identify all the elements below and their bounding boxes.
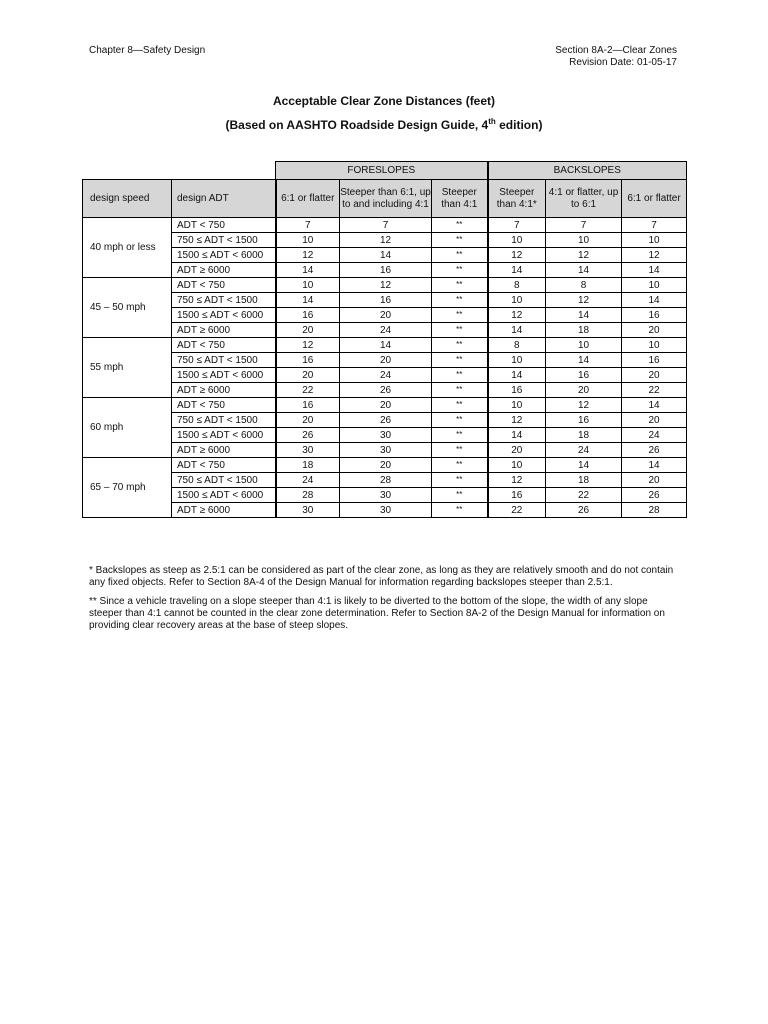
- clear-zone-value-cell: **: [432, 293, 488, 308]
- clear-zone-value-cell: **: [432, 353, 488, 368]
- clear-zone-value-cell: 20: [340, 308, 432, 323]
- subtitle-text-end: edition): [495, 118, 543, 132]
- header-blank: [83, 162, 276, 180]
- clear-zone-value-cell: **: [432, 458, 488, 473]
- clear-zone-value-cell: 8: [488, 278, 546, 293]
- clear-zone-value-cell: 30: [276, 503, 340, 518]
- clear-zone-value-cell: 12: [622, 248, 687, 263]
- clear-zone-value-cell: **: [432, 413, 488, 428]
- clear-zone-value-cell: 12: [546, 248, 622, 263]
- clear-zone-value-cell: 10: [546, 233, 622, 248]
- clear-zone-value-cell: 24: [622, 428, 687, 443]
- design-adt-cell: 1500 ≤ ADT < 6000: [172, 428, 276, 443]
- clear-zone-table: [82, 161, 687, 518]
- clear-zone-value-cell: **: [432, 383, 488, 398]
- chapter-header: Chapter 8—Safety Design: [89, 45, 206, 56]
- page-title: Acceptable Clear Zone Distances (feet): [272, 94, 496, 108]
- table-row: [83, 248, 687, 263]
- clear-zone-value-cell: 26: [340, 383, 432, 398]
- clear-zone-value-cell: 7: [488, 218, 546, 233]
- table-row: [83, 458, 687, 473]
- clear-zone-value-cell: 10: [488, 353, 546, 368]
- clear-zone-value-cell: 20: [276, 323, 340, 338]
- table-row: [83, 218, 687, 233]
- clear-zone-value-cell: 7: [546, 218, 622, 233]
- col-header-design-adt: design ADT: [172, 180, 276, 218]
- table-row: [83, 413, 687, 428]
- clear-zone-value-cell: 14: [622, 458, 687, 473]
- clear-zone-value-cell: 16: [340, 263, 432, 278]
- clear-zone-value-cell: 16: [276, 353, 340, 368]
- clear-zone-value-cell: **: [432, 338, 488, 353]
- clear-zone-value-cell: 16: [340, 293, 432, 308]
- design-speed-cell: 40 mph or less: [83, 218, 172, 278]
- clear-zone-value-cell: 30: [276, 443, 340, 458]
- clear-zone-value-cell: 12: [276, 248, 340, 263]
- table-row: [83, 338, 687, 353]
- clear-zone-value-cell: 14: [622, 293, 687, 308]
- clear-zone-value-cell: **: [432, 368, 488, 383]
- design-adt-cell: ADT ≥ 6000: [172, 383, 276, 398]
- clear-zone-value-cell: 14: [546, 458, 622, 473]
- clear-zone-value-cell: 20: [622, 368, 687, 383]
- clear-zone-value-cell: 16: [622, 308, 687, 323]
- clear-zone-value-cell: 14: [546, 353, 622, 368]
- clear-zone-value-cell: 16: [488, 383, 546, 398]
- table-row: [83, 353, 687, 368]
- clear-zone-value-cell: 24: [546, 443, 622, 458]
- clear-zone-value-cell: 12: [340, 278, 432, 293]
- clear-zone-value-cell: 30: [340, 503, 432, 518]
- table-row: [83, 368, 687, 383]
- clear-zone-value-cell: 12: [488, 248, 546, 263]
- table-row: [83, 398, 687, 413]
- clear-zone-value-cell: 20: [340, 398, 432, 413]
- design-adt-cell: 750 ≤ ADT < 1500: [172, 353, 276, 368]
- clear-zone-value-cell: **: [432, 488, 488, 503]
- clear-zone-value-cell: 18: [546, 428, 622, 443]
- table-row: [83, 428, 687, 443]
- clear-zone-value-cell: 10: [276, 278, 340, 293]
- clear-zone-value-cell: 20: [622, 323, 687, 338]
- clear-zone-value-cell: 24: [340, 368, 432, 383]
- footnote-backslopes: * Backslopes as steep as 2.5:1 can be considered as part of the clear zone, as long as they are relatively smooth and do not contain any fixed objects. Refer to Section 8A-4 of the Design Manual for information regarding backslopes steeper than 2.5:1.: [89, 565, 674, 588]
- clear-zone-value-cell: 26: [276, 428, 340, 443]
- clear-zone-value-cell: 14: [488, 428, 546, 443]
- clear-zone-value-cell: 16: [546, 413, 622, 428]
- design-adt-cell: ADT < 750: [172, 338, 276, 353]
- clear-zone-value-cell: 10: [488, 458, 546, 473]
- table-row: [83, 278, 687, 293]
- clear-zone-value-cell: 12: [546, 293, 622, 308]
- design-adt-cell: 1500 ≤ ADT < 6000: [172, 308, 276, 323]
- table-row: [83, 323, 687, 338]
- table-row: [83, 383, 687, 398]
- clear-zone-value-cell: 12: [488, 308, 546, 323]
- clear-zone-value-cell: 10: [622, 338, 687, 353]
- design-adt-cell: ADT < 750: [172, 398, 276, 413]
- design-adt-cell: 750 ≤ ADT < 1500: [172, 413, 276, 428]
- clear-zone-value-cell: 12: [488, 413, 546, 428]
- clear-zone-value-cell: **: [432, 443, 488, 458]
- clear-zone-value-cell: 20: [546, 383, 622, 398]
- design-speed-cell: 55 mph: [83, 338, 172, 398]
- design-speed-cell: 45 – 50 mph: [83, 278, 172, 338]
- clear-zone-value-cell: **: [432, 218, 488, 233]
- table-body: [83, 218, 687, 518]
- revision-date: Revision Date: 01-05-17: [569, 57, 677, 68]
- design-adt-cell: ADT ≥ 6000: [172, 503, 276, 518]
- table-row: [83, 263, 687, 278]
- clear-zone-value-cell: 24: [276, 473, 340, 488]
- design-adt-cell: ADT ≥ 6000: [172, 323, 276, 338]
- col-header-bs-flat: 6:1 or flatter: [622, 180, 687, 218]
- col-header-fs-flat: 6:1 or flatter: [276, 180, 340, 218]
- foreslopes-header: FORESLOPES: [276, 162, 488, 180]
- col-header-design-speed: design speed: [83, 180, 172, 218]
- clear-zone-value-cell: 28: [622, 503, 687, 518]
- clear-zone-value-cell: 10: [622, 233, 687, 248]
- clear-zone-value-cell: 28: [276, 488, 340, 503]
- clear-zone-value-cell: **: [432, 308, 488, 323]
- section-header: [555, 45, 677, 69]
- clear-zone-value-cell: 26: [622, 488, 687, 503]
- clear-zone-value-cell: **: [432, 428, 488, 443]
- clear-zone-value-cell: 14: [488, 263, 546, 278]
- clear-zone-value-cell: 14: [276, 263, 340, 278]
- clear-zone-value-cell: 16: [276, 398, 340, 413]
- design-adt-cell: ADT < 750: [172, 218, 276, 233]
- col-header-bs-steep: Steeper than 4:1*: [488, 180, 546, 218]
- clear-zone-value-cell: 8: [546, 278, 622, 293]
- clear-zone-value-cell: 10: [276, 233, 340, 248]
- design-adt-cell: 750 ≤ ADT < 1500: [172, 293, 276, 308]
- clear-zone-value-cell: 30: [340, 443, 432, 458]
- clear-zone-value-cell: **: [432, 248, 488, 263]
- clear-zone-value-cell: 22: [488, 503, 546, 518]
- clear-zone-value-cell: 20: [276, 413, 340, 428]
- clear-zone-value-cell: 10: [622, 278, 687, 293]
- clear-zone-value-cell: 14: [546, 308, 622, 323]
- clear-zone-value-cell: 24: [340, 323, 432, 338]
- clear-zone-value-cell: 14: [622, 398, 687, 413]
- clear-zone-value-cell: 16: [546, 368, 622, 383]
- clear-zone-value-cell: 26: [622, 443, 687, 458]
- subtitle-superscript: th: [488, 117, 496, 126]
- col-header-fs-steep: Steeper than 4:1: [432, 180, 488, 218]
- design-adt-cell: 1500 ≤ ADT < 6000: [172, 248, 276, 263]
- clear-zone-value-cell: 8: [488, 338, 546, 353]
- col-header-fs-mid: Steeper than 6:1, up to and including 4:1: [340, 180, 432, 218]
- clear-zone-value-cell: 14: [340, 338, 432, 353]
- table-row: [83, 443, 687, 458]
- clear-zone-value-cell: 18: [546, 323, 622, 338]
- clear-zone-value-cell: 20: [276, 368, 340, 383]
- clear-zone-value-cell: 26: [340, 413, 432, 428]
- clear-zone-value-cell: 12: [276, 338, 340, 353]
- clear-zone-value-cell: 22: [546, 488, 622, 503]
- clear-zone-value-cell: 30: [340, 428, 432, 443]
- design-speed-cell: 60 mph: [83, 398, 172, 458]
- clear-zone-value-cell: 14: [546, 263, 622, 278]
- clear-zone-value-cell: 7: [340, 218, 432, 233]
- clear-zone-value-cell: 7: [276, 218, 340, 233]
- clear-zone-value-cell: 16: [622, 353, 687, 368]
- table-row: [83, 233, 687, 248]
- page-subtitle: [0, 117, 768, 132]
- clear-zone-value-cell: **: [432, 323, 488, 338]
- design-adt-cell: 1500 ≤ ADT < 6000: [172, 488, 276, 503]
- design-adt-cell: ADT < 750: [172, 458, 276, 473]
- col-header-bs-mid: 4:1 or flatter, up to 6:1: [546, 180, 622, 218]
- clear-zone-value-cell: 26: [546, 503, 622, 518]
- backslopes-header: BACKSLOPES: [488, 162, 687, 180]
- clear-zone-value-cell: **: [432, 473, 488, 488]
- clear-zone-value-cell: 10: [488, 398, 546, 413]
- section-title: Section 8A-2—Clear Zones: [555, 45, 677, 56]
- clear-zone-value-cell: 18: [546, 473, 622, 488]
- clear-zone-value-cell: **: [432, 503, 488, 518]
- clear-zone-value-cell: 10: [546, 338, 622, 353]
- table-row: [83, 473, 687, 488]
- clear-zone-value-cell: 20: [340, 353, 432, 368]
- subtitle-text: (Based on AASHTO Roadside Design Guide, 4: [225, 118, 489, 132]
- design-speed-cell: 65 – 70 mph: [83, 458, 172, 518]
- clear-zone-value-cell: 18: [276, 458, 340, 473]
- design-adt-cell: ADT ≥ 6000: [172, 263, 276, 278]
- clear-zone-value-cell: 16: [276, 308, 340, 323]
- clear-zone-value-cell: 20: [340, 458, 432, 473]
- clear-zone-value-cell: 14: [622, 263, 687, 278]
- clear-zone-value-cell: 12: [340, 233, 432, 248]
- clear-zone-value-cell: 14: [340, 248, 432, 263]
- design-adt-cell: ADT < 750: [172, 278, 276, 293]
- clear-zone-value-cell: 12: [488, 473, 546, 488]
- clear-zone-value-cell: **: [432, 278, 488, 293]
- clear-zone-value-cell: 7: [622, 218, 687, 233]
- clear-zone-value-cell: 12: [546, 398, 622, 413]
- clear-zone-value-cell: 16: [488, 488, 546, 503]
- footnote-steep-slopes: ** Since a vehicle traveling on a slope steeper than 4:1 is likely to be diverted to the bottom of the slope, the width of any slope steeper than 4:1 cannot be counted in the clear zone determination. Refer to Section 8A-2 of the Design Manual for information on providing clear recovery areas at the base of steep slopes.: [89, 596, 665, 631]
- clear-zone-value-cell: 14: [276, 293, 340, 308]
- design-adt-cell: 1500 ≤ ADT < 6000: [172, 368, 276, 383]
- table-row: [83, 293, 687, 308]
- clear-zone-value-cell: 14: [488, 368, 546, 383]
- clear-zone-value-cell: 20: [622, 473, 687, 488]
- table-row: [83, 488, 687, 503]
- clear-zone-value-cell: 22: [622, 383, 687, 398]
- clear-zone-value-cell: 20: [488, 443, 546, 458]
- design-adt-cell: ADT ≥ 6000: [172, 443, 276, 458]
- clear-zone-value-cell: 14: [488, 323, 546, 338]
- design-adt-cell: 750 ≤ ADT < 1500: [172, 233, 276, 248]
- clear-zone-value-cell: 28: [340, 473, 432, 488]
- clear-zone-value-cell: 10: [488, 233, 546, 248]
- clear-zone-value-cell: 10: [488, 293, 546, 308]
- table-row: [83, 308, 687, 323]
- clear-zone-value-cell: 20: [622, 413, 687, 428]
- clear-zone-value-cell: **: [432, 398, 488, 413]
- clear-zone-value-cell: **: [432, 233, 488, 248]
- clear-zone-value-cell: 30: [340, 488, 432, 503]
- design-adt-cell: 750 ≤ ADT < 1500: [172, 473, 276, 488]
- clear-zone-value-cell: 22: [276, 383, 340, 398]
- table-row: [83, 503, 687, 518]
- clear-zone-value-cell: **: [432, 263, 488, 278]
